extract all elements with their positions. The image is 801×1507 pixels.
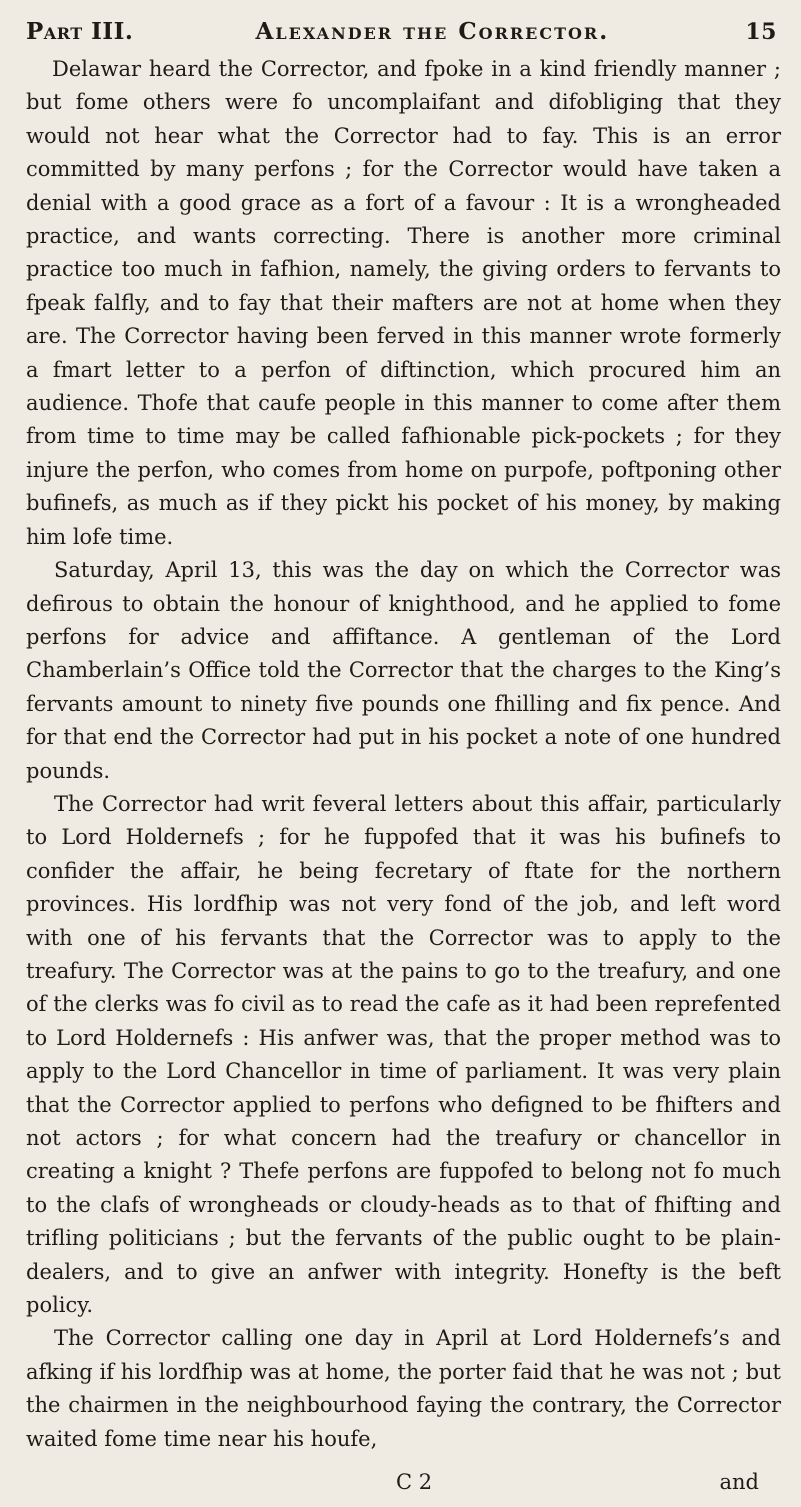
header-part: Part III. (26, 18, 134, 45)
running-header (26, 18, 781, 45)
page-number: 15 (745, 19, 777, 45)
paragraph-4: The Corrector calling one day in April at Lord Holdernefs’s and afking if his lordfhip was at home, the porter faid that he was not ; but the chairmen in the neighbourhood faying the contrary, the Corrector waited fome time near his houfe, (26, 1326, 781, 1451)
paragraph-1: Delawar heard the Corrector, and fpoke in a kind friendly manner ; but fome others were fo uncomplaifant and difobliging that they would not hear what the Corrector had to fay. This is an error committed by many perfons ; for the Corrector would have taken a denial with a good grace as a fort of a favour : It is a wrongheaded practice, and wants correcting. There is another more criminal practice too much in fafhion, namely, the giving orders to fervants to fpeak falfly, and to fay that their mafters are not at home when they are. The Corrector having been ferved in this manner wrote formerly a fmart letter to a perfon of diftinction, which procured him an audience. Thofe that caufe people in this manner to come after them from time to time may be called fafhionable pick-pockets ; for they injure the perfon, who comes from home on purpofe, poftponing other bufinefs, as much as if they pickt his pocket of his money, by making him lofe time. (26, 57, 781, 549)
body-text (26, 53, 781, 1456)
catchword: and (719, 1470, 759, 1494)
paragraph-2: Saturday, April 13, this was the day on which the Corrector was defirous to obtain the honour of knighthood, and he applied to fome perfons for advice and affiftance. A gentleman of the Lord Chamberlain’s Office told the Corrector that the charges to the King’s fervants amount to ninety five pounds one fhilling and fix pence. And for that end the Corrector had put in his pocket a note of one hundred pounds. (26, 558, 781, 783)
header-title: Alexander the Corrector. (255, 18, 610, 45)
signature-mark: C 2 (396, 1470, 433, 1494)
paragraph-3: The Corrector had writ feveral letters about this affair, particularly to Lord Holdernefs ; for he fuppofed that it was his bufinefs to confider the affair, he being fecretary of ftate for the northern provinces. His lordfhip was not very fond of the job, and left word with one of his fervants that the Corrector was to apply to the treafury. The Corrector was at the pains to go to the treafury, and one of the clerks was fo civil as to read the cafe as it had been reprefented to Lord Holdernefs : His anfwer was, that the proper method was to apply to the Lord Chancellor in time of parliament. It was very plain that the Corrector applied to perfons who defigned to be fhifters and not actors ; for what concern had the treafury or chancellor in creating a knight ? Thefe perfons are fuppofed to belong not fo much to the clafs of wrongheads or cloudy-heads as to that of fhifting and trifling politicians ; but the fervants of the public ought to be plain-dealers, and to give an anfwer with integrity. Honefty is the beft policy. (26, 791, 781, 1318)
